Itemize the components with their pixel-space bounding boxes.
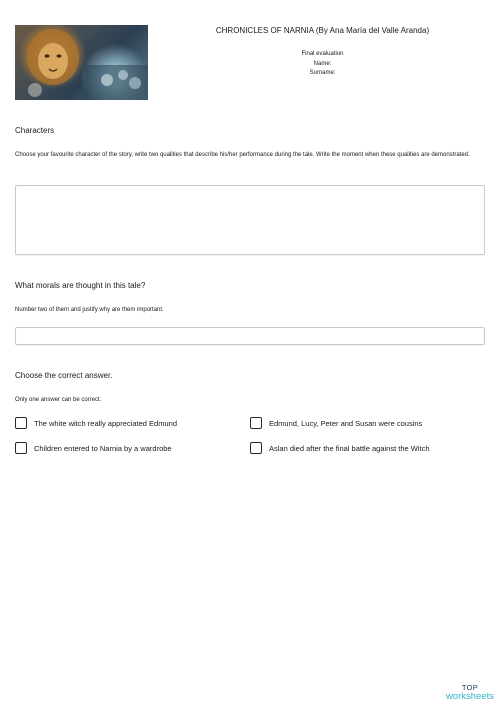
- checkbox[interactable]: [250, 417, 262, 429]
- morals-instruction: Number two of them and justify why are them important.: [15, 307, 164, 313]
- surname-label: Surname:: [309, 70, 336, 76]
- evaluation-subtitle: Final evaluation: [301, 51, 344, 57]
- topworksheets-logo[interactable]: [446, 683, 494, 701]
- quiz-instruction: Only one answer can be correct.: [15, 397, 102, 403]
- characters-instruction: Choose your favourite character of the story, write two qualities that describe his/her performance during the tale. Write the moment when these qualities are demonstrated.: [15, 152, 470, 158]
- quiz-option-3[interactable]: [15, 442, 172, 454]
- name-label: Name:: [313, 61, 332, 67]
- quiz-option-label: Edmund, Lucy, Peter and Susan were cousins: [269, 418, 423, 428]
- characters-heading: Characters: [15, 126, 55, 135]
- logo-top-text: TOP: [461, 683, 479, 692]
- quiz-option-label: Aslan died after the final battle against the Witch: [269, 443, 430, 453]
- quiz-option-4[interactable]: [250, 442, 430, 454]
- quiz-option-label: Children entered to Narnia by a wardrobe: [34, 443, 172, 453]
- morals-answer-field[interactable]: [15, 327, 485, 345]
- logo-bottom-text: worksheets: [445, 691, 494, 702]
- quiz-option-1[interactable]: [15, 417, 177, 429]
- quiz-option-2[interactable]: [250, 417, 422, 429]
- worksheet-title: CHRONICLES OF NARNIA (By Ana María del Valle Aranda): [215, 26, 430, 35]
- quiz-option-label: The white witch really appreciated Edmund: [34, 418, 177, 428]
- header-image-lion: [15, 25, 148, 100]
- checkbox[interactable]: [250, 442, 262, 454]
- checkbox[interactable]: [15, 442, 27, 454]
- morals-heading: What morals are thought in this tale?: [15, 281, 146, 290]
- checkbox[interactable]: [15, 417, 27, 429]
- characters-answer-field[interactable]: [15, 185, 485, 255]
- quiz-heading: Choose the correct answer.: [15, 371, 113, 380]
